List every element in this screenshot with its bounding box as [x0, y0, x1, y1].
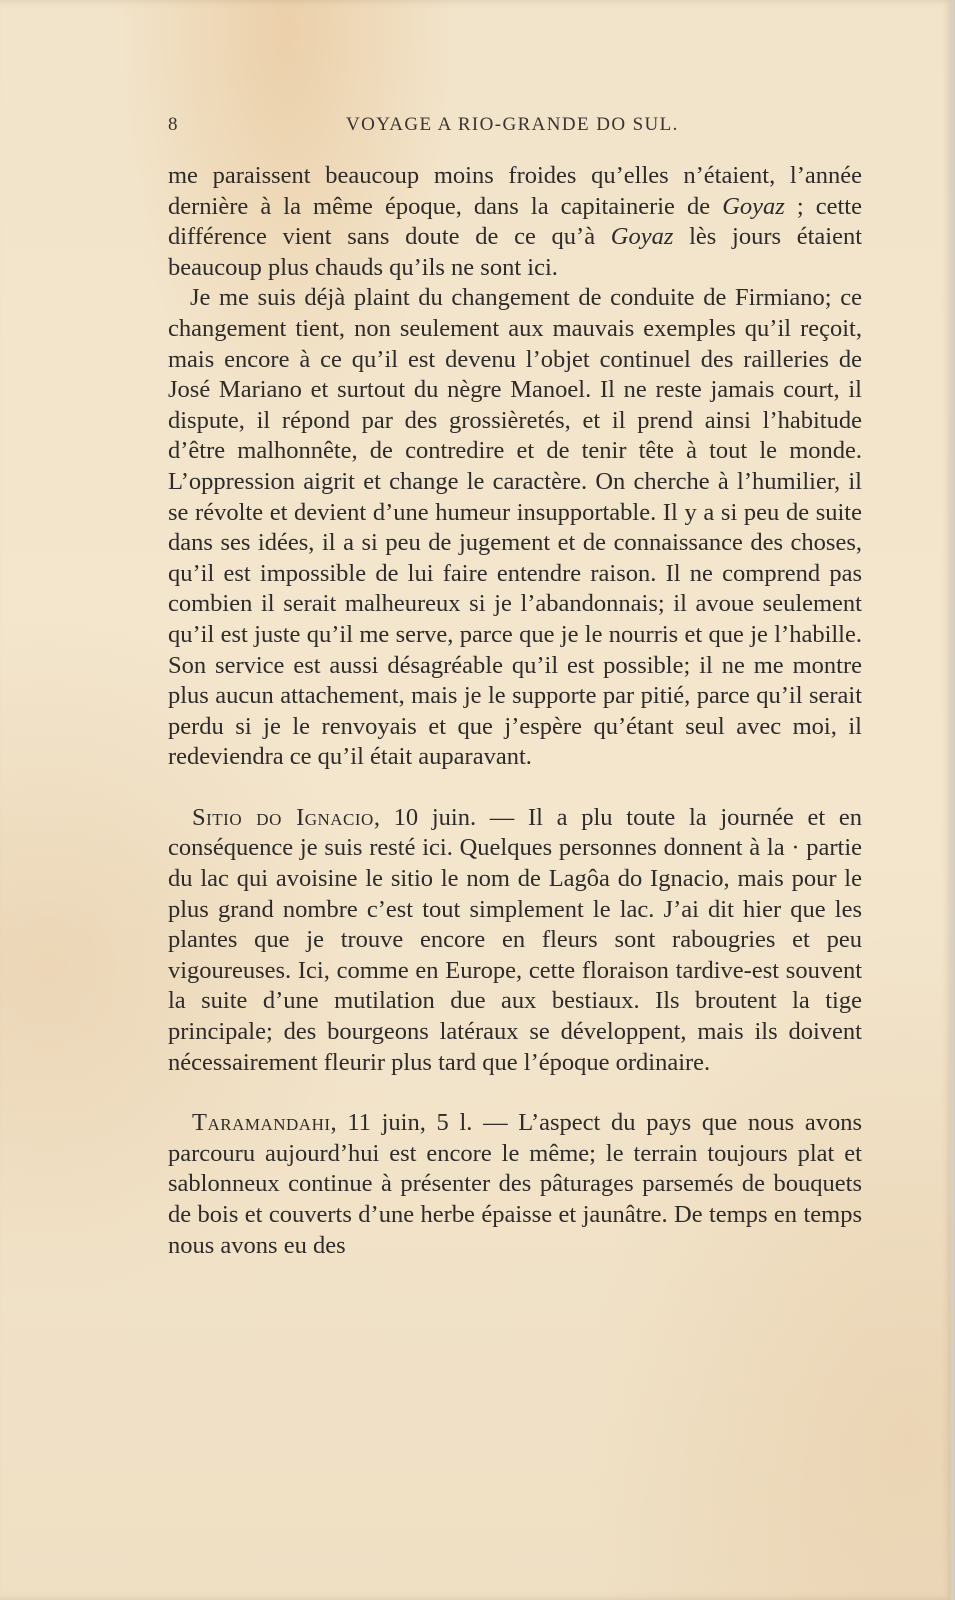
place-name-goyaz: Goyaz: [722, 192, 785, 220]
paragraph-text: lès jours étaient beaucoup plus chauds qu’ils ne sont ici.: [168, 223, 863, 281]
entry-text: , 11 juin, 5 l. — L’aspect du pays que nous avons parcouru aujourd’hui est encore le même; le terrain toujours plat et sablonneux continue à présenter des pâturages parsemés de bouquets de bois et couverts d’une herbe épaisse et jaunâtre. De temps en temps nous avons eu des: [168, 1109, 862, 1259]
page-number: 8: [168, 114, 179, 135]
paragraph-continued: [168, 161, 862, 283]
paragraph-firmiano: Je me suis déjà plaint du changement de conduite de Firmiano; ce changement tient, non seulement aux mauvais exemples qu’il reçoit, mais encore à ce qu’il est devenu l’objet continuel des railleries de José Mariano et surtout du nègre Manoel. Il ne reste jamais court, il dispute, il répond par des grossièretés, et il prend ainsi l’habitude d’être malhonnête, de contredire et de tenir tête à tout le monde. L’oppression aigrit et change le caractère. On cherche à l’humilier, il se révolte et devient d’une humeur insupportable. Il y a si peu de suite dans ses idées, il a si peu de jugement et de connaissance des choses, qu’il est impossible de lui faire entendre raison. Il ne comprend pas combien il serait malheureux si je l’abandonnais; il avoue seulement qu’il est juste qu’il me serve, parce que je le nourris et que je l’habille. Son service est aussi désagréable qu’il est possible; il ne me montre plus aucun attachement, mais je le supporte par pitié, parce qu’il serait perdu si je le renvoyais et que j’espère qu’étant seul avec moi, il redeviendra ce qu’il était auparavant.: [168, 284, 862, 771]
entry-text: , 10 juin. — Il a plu toute la journée et en conséquence je suis resté ici. Quelques personnes donnent à la · partie du lac qui avoisine le sitio le nom de Lagôa do Ignacio, mais pour le plus grand nombre c’est tout simplement le lac. J’ai dit hier que les plantes que je trouve encore en fleurs sont rabougries et peu vigoureuses. Ici, comme en Europe, cette floraison tardive-est souvent la suite d’une mutilation due aux bestiaux. Ils broutent la tige principale; des bourgeons latéraux se développent, mais ils doivent nécessairement fleurir plus tard que l’époque ordinaire.: [168, 803, 863, 1076]
paragraph-text: me paraissent beaucoup moins froides qu’elles n’étaient, l’année dernière à la même époque, dans la capitainerie de: [168, 162, 862, 220]
diary-entry-taramandahi: [168, 1108, 862, 1261]
text-block: [168, 161, 862, 1261]
entry-heading: Taramandahi: [192, 1109, 331, 1137]
diary-entry-sitio-do-ignacio: [168, 803, 862, 1078]
running-head: [168, 114, 866, 142]
paragraph-text: ; cette différence vient sans doute de ce qu’à: [168, 192, 862, 251]
place-name-goyaz: Goyaz: [610, 223, 674, 251]
entry-heading: Sitio do Ignacio: [192, 803, 374, 831]
running-title: VOYAGE A RIO-GRANDE DO SUL.: [346, 114, 679, 135]
page-edge: [949, 0, 955, 1600]
